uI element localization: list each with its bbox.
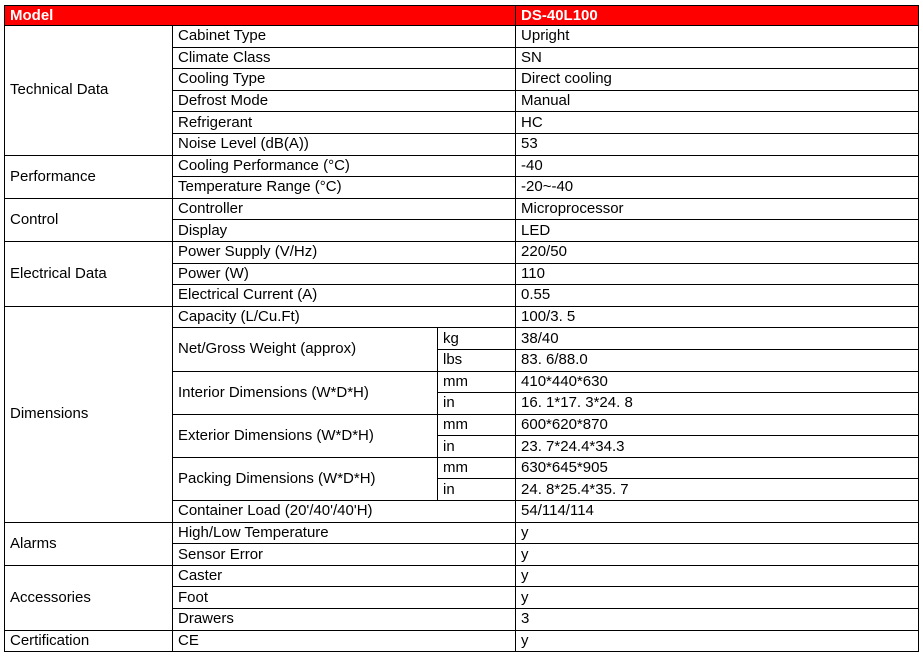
value-cell: 53 bbox=[516, 133, 919, 155]
value-cell: y bbox=[516, 630, 919, 652]
parameter-cell: Cooling Type bbox=[173, 69, 516, 91]
table-row bbox=[5, 522, 919, 544]
unit-cell: mm bbox=[438, 457, 516, 479]
parameter-cell: Packing Dimensions (W*D*H) bbox=[173, 457, 438, 500]
parameter-cell: Power (W) bbox=[173, 263, 516, 285]
value-cell: SN bbox=[516, 47, 919, 69]
value-cell: Manual bbox=[516, 90, 919, 112]
category-cell: Certification bbox=[5, 630, 173, 652]
parameter-cell: Container Load (20'/40'/40'H) bbox=[173, 501, 516, 523]
category-cell: Accessories bbox=[5, 565, 173, 630]
parameter-cell: Exterior Dimensions (W*D*H) bbox=[173, 414, 438, 457]
unit-cell: kg bbox=[438, 328, 516, 350]
unit-cell: lbs bbox=[438, 349, 516, 371]
value-cell: HC bbox=[516, 112, 919, 134]
parameter-cell: Capacity (L/Cu.Ft) bbox=[173, 306, 516, 328]
category-cell: Electrical Data bbox=[5, 241, 173, 306]
value-cell: -40 bbox=[516, 155, 919, 177]
parameter-cell: Defrost Mode bbox=[173, 90, 516, 112]
unit-cell: mm bbox=[438, 414, 516, 436]
value-cell: y bbox=[516, 544, 919, 566]
unit-cell: mm bbox=[438, 371, 516, 393]
value-cell: 100/3. 5 bbox=[516, 306, 919, 328]
value-cell: 600*620*870 bbox=[516, 414, 919, 436]
parameter-cell: Climate Class bbox=[173, 47, 516, 69]
value-cell: 24. 8*25.4*35. 7 bbox=[516, 479, 919, 501]
value-cell: Upright bbox=[516, 26, 919, 48]
table-row bbox=[5, 198, 919, 220]
value-cell: 16. 1*17. 3*24. 8 bbox=[516, 393, 919, 415]
unit-cell: in bbox=[438, 479, 516, 501]
value-cell: Microprocessor bbox=[516, 198, 919, 220]
value-cell: y bbox=[516, 587, 919, 609]
spec-body bbox=[5, 26, 919, 652]
value-cell: 38/40 bbox=[516, 328, 919, 350]
parameter-cell: Display bbox=[173, 220, 516, 242]
parameter-cell: CE bbox=[173, 630, 516, 652]
model-label: Model bbox=[5, 6, 516, 26]
parameter-cell: Refrigerant bbox=[173, 112, 516, 134]
parameter-cell: Temperature Range (°C) bbox=[173, 177, 516, 199]
category-cell: Technical Data bbox=[5, 26, 173, 156]
table-row bbox=[5, 241, 919, 263]
value-cell: y bbox=[516, 565, 919, 587]
parameter-cell: Foot bbox=[173, 587, 516, 609]
value-cell: 23. 7*24.4*34.3 bbox=[516, 436, 919, 458]
table-header-row bbox=[5, 6, 919, 26]
value-cell: Direct cooling bbox=[516, 69, 919, 91]
category-cell: Alarms bbox=[5, 522, 173, 565]
value-cell: 410*440*630 bbox=[516, 371, 919, 393]
category-cell: Performance bbox=[5, 155, 173, 198]
model-value: DS-40L100 bbox=[516, 6, 919, 26]
parameter-cell: Electrical Current (A) bbox=[173, 285, 516, 307]
parameter-cell: Net/Gross Weight (approx) bbox=[173, 328, 438, 371]
parameter-cell: Sensor Error bbox=[173, 544, 516, 566]
table-row bbox=[5, 630, 919, 652]
value-cell: 83. 6/88.0 bbox=[516, 349, 919, 371]
parameter-cell: High/Low Temperature bbox=[173, 522, 516, 544]
table-row bbox=[5, 26, 919, 48]
value-cell: 3 bbox=[516, 609, 919, 631]
value-cell: 220/50 bbox=[516, 241, 919, 263]
unit-cell: in bbox=[438, 436, 516, 458]
parameter-cell: Caster bbox=[173, 565, 516, 587]
parameter-cell: Power Supply (V/Hz) bbox=[173, 241, 516, 263]
category-cell: Dimensions bbox=[5, 306, 173, 522]
value-cell: 0.55 bbox=[516, 285, 919, 307]
parameter-cell: Noise Level (dB(A)) bbox=[173, 133, 516, 155]
parameter-cell: Interior Dimensions (W*D*H) bbox=[173, 371, 438, 414]
value-cell: y bbox=[516, 522, 919, 544]
parameter-cell: Controller bbox=[173, 198, 516, 220]
unit-cell: in bbox=[438, 393, 516, 415]
category-cell: Control bbox=[5, 198, 173, 241]
table-row bbox=[5, 155, 919, 177]
value-cell: 54/114/114 bbox=[516, 501, 919, 523]
parameter-cell: Cabinet Type bbox=[173, 26, 516, 48]
value-cell: LED bbox=[516, 220, 919, 242]
spec-table bbox=[4, 5, 919, 652]
table-row bbox=[5, 306, 919, 328]
value-cell: -20~-40 bbox=[516, 177, 919, 199]
value-cell: 110 bbox=[516, 263, 919, 285]
value-cell: 630*645*905 bbox=[516, 457, 919, 479]
table-row bbox=[5, 565, 919, 587]
parameter-cell: Drawers bbox=[173, 609, 516, 631]
parameter-cell: Cooling Performance (°C) bbox=[173, 155, 516, 177]
